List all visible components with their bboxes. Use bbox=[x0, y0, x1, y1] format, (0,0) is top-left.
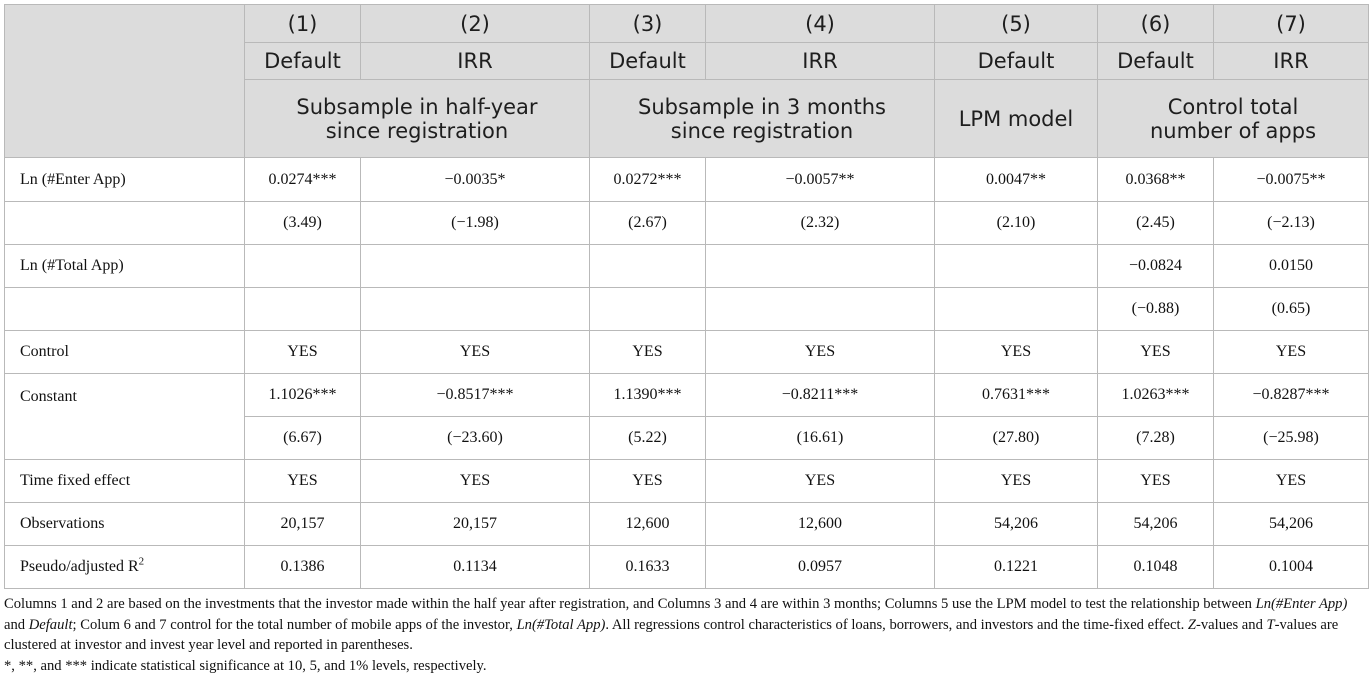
cell: 0.1386 bbox=[245, 546, 361, 589]
row-label bbox=[5, 546, 245, 589]
cell: −0.0075** bbox=[1214, 158, 1369, 202]
cell: 0.1134 bbox=[361, 546, 590, 589]
cell: −0.8211*** bbox=[706, 374, 935, 417]
cell: −0.0824 bbox=[1098, 245, 1214, 288]
row-label: Constant bbox=[5, 374, 245, 460]
cell: 54,206 bbox=[935, 503, 1098, 546]
row-label: Control bbox=[5, 331, 245, 374]
cell: YES bbox=[245, 331, 361, 374]
note-term: Ln(#Total App) bbox=[516, 616, 606, 633]
cell: (3.49) bbox=[245, 202, 361, 245]
cell: (−1.98) bbox=[361, 202, 590, 245]
cell: YES bbox=[590, 331, 706, 374]
row-total-app-coef bbox=[5, 245, 1369, 288]
cell: 1.0263*** bbox=[1098, 374, 1214, 417]
cell: 0.1633 bbox=[590, 546, 706, 589]
cell: −0.0057** bbox=[706, 158, 935, 202]
note-significance: *, **, and *** indicate statistical significance at 10, 5, and 1% levels, respectively. bbox=[4, 657, 487, 674]
cell: 0.0368** bbox=[1098, 158, 1214, 202]
dependent-var: Default bbox=[590, 43, 706, 80]
header-corner bbox=[5, 5, 245, 158]
cell bbox=[590, 288, 706, 331]
regression-table bbox=[4, 4, 1369, 589]
cell: 0.0150 bbox=[1214, 245, 1369, 288]
cell: 12,600 bbox=[590, 503, 706, 546]
model-number: (4) bbox=[706, 5, 935, 43]
note-term: Z bbox=[1187, 616, 1196, 633]
note-term: T bbox=[1266, 616, 1275, 633]
cell: (−25.98) bbox=[1214, 417, 1369, 460]
model-number: (5) bbox=[935, 5, 1098, 43]
cell: 0.0047** bbox=[935, 158, 1098, 202]
group-header bbox=[245, 80, 590, 158]
note-term: Ln(#Enter App) bbox=[1255, 596, 1348, 612]
row-label: Observations bbox=[5, 503, 245, 546]
note-text: . All regressions control characteristics of loans, borrowers, and investors and the time-fixed effect. bbox=[605, 616, 1188, 633]
cell: (2.45) bbox=[1098, 202, 1214, 245]
cell: (2.10) bbox=[935, 202, 1098, 245]
cell: 0.1004 bbox=[1214, 546, 1369, 589]
cell: (2.32) bbox=[706, 202, 935, 245]
cell: YES bbox=[706, 460, 935, 503]
table-notes bbox=[4, 594, 1368, 676]
row-control bbox=[5, 331, 1369, 374]
cell: (−0.88) bbox=[1098, 288, 1214, 331]
cell bbox=[361, 288, 590, 331]
dependent-var: IRR bbox=[361, 43, 590, 80]
cell: 1.1026*** bbox=[245, 374, 361, 417]
group-label: Subsample in half-year since registration bbox=[296, 94, 538, 143]
row-enter-app-stat bbox=[5, 202, 1369, 245]
cell: 20,157 bbox=[361, 503, 590, 546]
model-number: (1) bbox=[245, 5, 361, 43]
group-label: Control total number of apps bbox=[1149, 94, 1317, 143]
note-term: Default bbox=[28, 616, 73, 633]
cell: (27.80) bbox=[935, 417, 1098, 460]
cell: 12,600 bbox=[706, 503, 935, 546]
cell: 1.1390*** bbox=[590, 374, 706, 417]
cell: 0.0274*** bbox=[245, 158, 361, 202]
note-text: Columns 1 and 2 are based on the investments that the investor made within the half year after registration, and Columns 3 and 4 are within 3 months; Columns 5 use the LPM model to test the relationship between bbox=[4, 596, 1256, 612]
row-label-empty bbox=[5, 288, 245, 331]
cell: (−23.60) bbox=[361, 417, 590, 460]
cell: 0.0272*** bbox=[590, 158, 706, 202]
dependent-var: Default bbox=[1098, 43, 1214, 80]
row-time-fe bbox=[5, 460, 1369, 503]
group-header bbox=[935, 80, 1098, 158]
header-row-model-numbers bbox=[5, 5, 1369, 43]
cell bbox=[935, 245, 1098, 288]
cell: YES bbox=[590, 460, 706, 503]
cell: (5.22) bbox=[590, 417, 706, 460]
group-label: Subsample in 3 months since registration bbox=[638, 94, 886, 143]
cell: 0.7631*** bbox=[935, 374, 1098, 417]
cell: −0.8287*** bbox=[1214, 374, 1369, 417]
cell: 0.1048 bbox=[1098, 546, 1214, 589]
note-text: ; Colum 6 and 7 control for the total number of mobile apps of the investor, bbox=[72, 616, 517, 633]
cell: (7.28) bbox=[1098, 417, 1214, 460]
note-text: -values are clustered at investor and invest year level and reported in parentheses. bbox=[4, 616, 1339, 653]
cell: (2.67) bbox=[590, 202, 706, 245]
model-number: (3) bbox=[590, 5, 706, 43]
cell: YES bbox=[935, 460, 1098, 503]
cell: (16.61) bbox=[706, 417, 935, 460]
note-text: -values and bbox=[1196, 616, 1267, 633]
cell: 54,206 bbox=[1098, 503, 1214, 546]
row-label-empty bbox=[5, 202, 245, 245]
cell: −0.0035* bbox=[361, 158, 590, 202]
r2-superscript: 2 bbox=[138, 555, 145, 568]
cell bbox=[935, 288, 1098, 331]
group-header bbox=[1098, 80, 1369, 158]
r2-label-text: Pseudo/adjusted R bbox=[20, 558, 139, 575]
row-constant-coef bbox=[5, 374, 1369, 417]
model-number: (2) bbox=[361, 5, 590, 43]
row-total-app-stat bbox=[5, 288, 1369, 331]
cell: (0.65) bbox=[1214, 288, 1369, 331]
row-r2 bbox=[5, 546, 1369, 589]
row-observations bbox=[5, 503, 1369, 546]
cell bbox=[361, 245, 590, 288]
model-number: (6) bbox=[1098, 5, 1214, 43]
cell: YES bbox=[361, 460, 590, 503]
cell bbox=[245, 288, 361, 331]
cell bbox=[706, 288, 935, 331]
cell: 0.1221 bbox=[935, 546, 1098, 589]
cell bbox=[245, 245, 361, 288]
cell: (−2.13) bbox=[1214, 202, 1369, 245]
group-header bbox=[590, 80, 935, 158]
model-number: (7) bbox=[1214, 5, 1369, 43]
dependent-var: IRR bbox=[706, 43, 935, 80]
cell: YES bbox=[1214, 331, 1369, 374]
row-label: Ln (#Total App) bbox=[5, 245, 245, 288]
row-enter-app-coef bbox=[5, 158, 1369, 202]
cell: YES bbox=[935, 331, 1098, 374]
cell: (6.67) bbox=[245, 417, 361, 460]
cell: −0.8517*** bbox=[361, 374, 590, 417]
cell: YES bbox=[361, 331, 590, 374]
cell: 20,157 bbox=[245, 503, 361, 546]
dependent-var: Default bbox=[245, 43, 361, 80]
dependent-var: Default bbox=[935, 43, 1098, 80]
cell: YES bbox=[1098, 331, 1214, 374]
cell: YES bbox=[245, 460, 361, 503]
cell: YES bbox=[1214, 460, 1369, 503]
cell: 0.0957 bbox=[706, 546, 935, 589]
row-label: Ln (#Enter App) bbox=[5, 158, 245, 202]
note-text: and bbox=[4, 616, 29, 633]
dependent-var: IRR bbox=[1214, 43, 1369, 80]
group-label: LPM model bbox=[958, 106, 1074, 131]
cell: 54,206 bbox=[1214, 503, 1369, 546]
cell bbox=[590, 245, 706, 288]
row-label: Time fixed effect bbox=[5, 460, 245, 503]
cell: YES bbox=[1098, 460, 1214, 503]
note-columns bbox=[4, 594, 1368, 656]
cell: YES bbox=[706, 331, 935, 374]
cell bbox=[706, 245, 935, 288]
